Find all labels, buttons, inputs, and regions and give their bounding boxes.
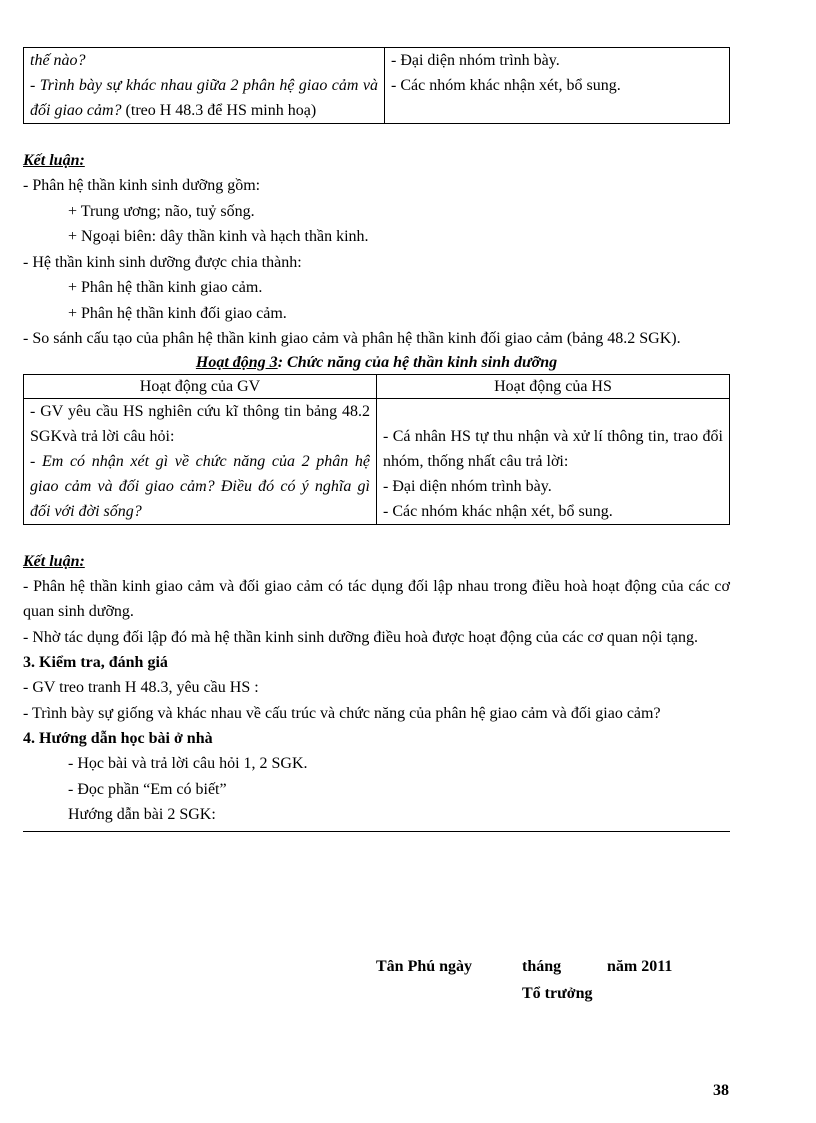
conclusion-1-line: + Phân hệ thần kinh đối giao cảm. bbox=[68, 304, 287, 322]
conclusion-1-line: + Phân hệ thần kinh giao cảm. bbox=[68, 279, 263, 296]
conclusion-1-line: + Ngoại biên: dây thần kinh và hạch thần kinh. bbox=[68, 228, 369, 245]
conclusion-1-line: - Hệ thần kinh sinh dưỡng được chia thành: bbox=[23, 253, 302, 271]
hs-line: - Các nhóm khác nhận xét, bổ sung. bbox=[383, 502, 613, 520]
hs-line-2: - Các nhóm khác nhận xét, bổ sung. bbox=[391, 77, 621, 94]
conclusion-1-line: + Trung ương; não, tuỷ sống. bbox=[68, 202, 255, 220]
conclusion-1-title: Kết luận: bbox=[23, 152, 85, 169]
activity-3-title bbox=[23, 352, 730, 374]
top-table bbox=[23, 47, 730, 124]
section-3-heading: 3. Kiểm tra, đánh giá bbox=[23, 654, 168, 671]
activity-3-table bbox=[23, 374, 730, 525]
signature-role: Tổ trưởng bbox=[522, 985, 593, 1002]
hs-line: - Đại diện nhóm trình bày. bbox=[383, 477, 552, 495]
hs-line: - Cá nhân HS tự thu nhận và xử lí thông tin, trao đổi nhóm, thống nhất câu trả lời: bbox=[383, 427, 723, 470]
conclusion-2-line: - Nhờ tác dụng đối lập đó mà hệ thần kinh sinh dưỡng điều hoà được hoạt động của các cơ quan nội tạng. bbox=[23, 628, 699, 646]
top-table-hs-cell bbox=[385, 48, 730, 124]
document-page bbox=[23, 47, 730, 832]
divider bbox=[23, 831, 730, 832]
col-header-gv: Hoạt động của GV bbox=[24, 374, 377, 398]
activity-3-hs-cell bbox=[377, 398, 730, 524]
page-number: 38 bbox=[713, 1082, 729, 1099]
activity-3-subtitle: : Chức năng của hệ thần kinh sinh dưỡng bbox=[277, 353, 558, 371]
conclusion-2-line: - Phân hệ thần kinh giao cảm và đối giao cảm có tác dụng đối lập nhau trong điều hoà hoạt động của các cơ quan sinh dưỡng. bbox=[23, 577, 730, 620]
gv-line-1: thế nào? bbox=[30, 52, 86, 69]
section-3-line: - Trình bày sự giống và khác nhau về cấu trúc và chức năng của phân hệ giao cảm và đối giao cảm? bbox=[23, 704, 661, 722]
section-4-line: - Đọc phần “Em có biết” bbox=[68, 780, 227, 798]
section-4-line: - Học bài và trả lời câu hỏi 1, 2 SGK. bbox=[68, 755, 308, 772]
conclusion-1-line: - So sánh cấu tạo của phân hệ thần kinh giao cảm và phân hệ thần kinh đối giao cảm (bảng 48.2 SGK). bbox=[23, 330, 681, 347]
conclusion-2-title: Kết luận: bbox=[23, 552, 85, 570]
gv-instruction: - GV yêu cầu HS nghiên cứu kĩ thông tin bảng 48.2 SGKvà trả lời câu hỏi: bbox=[30, 402, 370, 445]
conclusion-1-line: - Phân hệ thần kinh sinh dưỡng gồm: bbox=[23, 177, 261, 194]
gv-note: (treo H 48.3 để HS minh hoạ) bbox=[121, 102, 317, 119]
section-3-line: - GV treo tranh H 48.3, yêu cầu HS : bbox=[23, 679, 259, 696]
gv-question: - Em có nhận xét gì về chức năng của 2 phân hệ giao cảm và đối giao cảm? Điều đó có ý nghĩa gì đối với đời sống? bbox=[30, 452, 370, 520]
gv-question: - Trình bày sự khác nhau giữa 2 phân hệ giao cảm và đối giao cảm? bbox=[30, 77, 378, 119]
top-table-gv-cell bbox=[24, 48, 385, 124]
section-4-heading: 4. Hướng dẫn học bài ở nhà bbox=[23, 730, 213, 747]
col-header-hs: Hoạt động của HS bbox=[377, 374, 730, 398]
signature-place: Tân Phú ngày bbox=[376, 958, 473, 975]
hs-line-1: - Đại diện nhóm trình bày. bbox=[391, 52, 560, 69]
activity-3-gv-cell bbox=[24, 398, 377, 524]
activity-3-label: Hoạt động 3 bbox=[195, 353, 278, 371]
signature-month: tháng bbox=[522, 958, 562, 975]
section-4-line: Hướng dẫn bài 2 SGK: bbox=[68, 806, 216, 823]
signature-year: năm 2011 bbox=[607, 958, 673, 975]
